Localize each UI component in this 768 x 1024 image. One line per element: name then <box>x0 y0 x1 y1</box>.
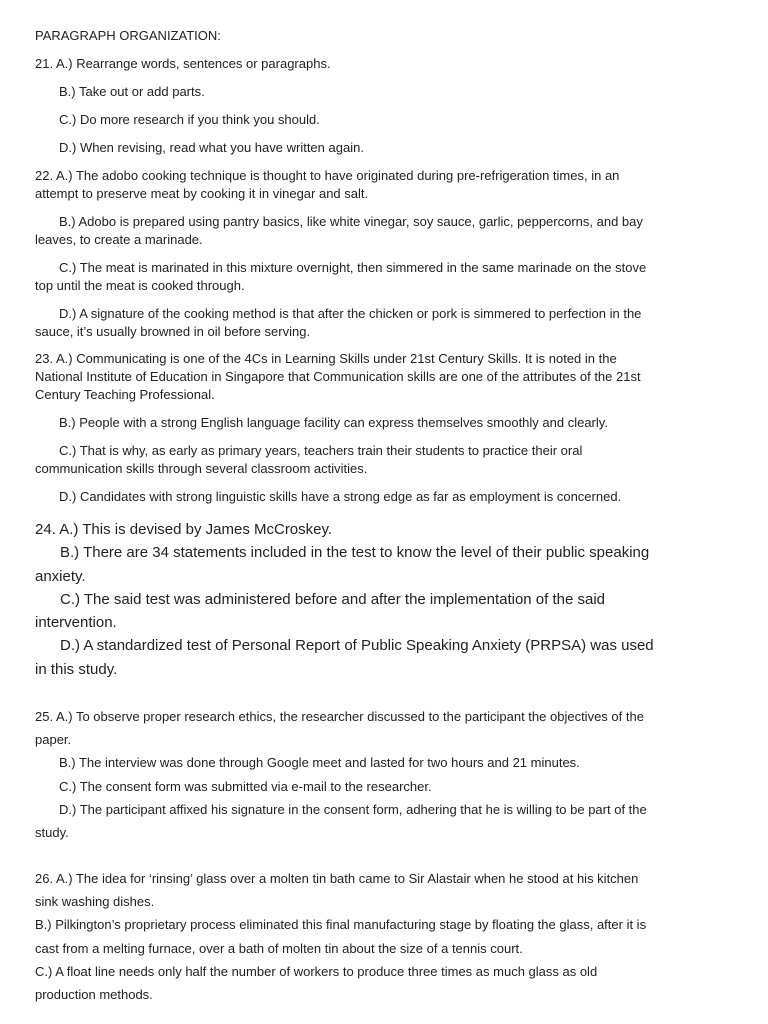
question-25 <box>35 705 660 844</box>
q25-option-b: B.) The interview was done through Google meet and lasted for two hours and 21 minutes. <box>59 755 580 771</box>
q23-option-a: 23. A.) Communicating is one of the 4Cs in Learning Skills under 21st Century Skills. It is noted in the National Institute of Education in Singapore that Communication skills are one of the attributes of the 21st Century Teaching Professional. <box>35 351 641 402</box>
question-26 <box>35 867 660 1006</box>
q23-option-b: B.) People with a strong English language facility can express themselves smoothly and clearly. <box>59 415 608 430</box>
q22-option-b: B.) Adobo is prepared using pantry basics, like white vinegar, soy sauce, garlic, peppercorns, and bay leaves, to create a marinade. <box>35 214 643 247</box>
q23-option-d: D.) Candidates with strong linguistic skills have a strong edge as far as employment is concerned. <box>59 489 622 504</box>
q21-option-a: 21. A.) Rearrange words, sentences or paragraphs. <box>35 56 331 71</box>
q24-option-a: 24. A.) This is devised by James McCroskey. <box>35 521 333 538</box>
question-24 <box>35 518 660 681</box>
q22-option-d: D.) A signature of the cooking method is that after the chicken or pork is simmered to perfection in the sauce, it’s usually browned in oil before serving. <box>35 306 642 339</box>
q24-option-b: B.) There are 34 statements included in the test to know the level of their public speaking anxiety. <box>35 544 650 585</box>
q21-option-d: D.) When revising, read what you have written again. <box>59 140 364 155</box>
q26-option-a: 26. A.) The idea for ‘rinsing’ glass over a molten tin bath came to Sir Alastair when he stood at his kitchen sink washing dishes. <box>35 871 639 910</box>
page-heading: PARAGRAPH ORGANIZATION: <box>35 28 221 43</box>
q26-option-c: C.) A float line needs only half the number of workers to produce three times as much glass as old production methods. <box>35 963 598 1003</box>
question-22 <box>35 167 660 341</box>
q24-option-d: D.) A standardized test of Personal Report of Public Speaking Anxiety (PRPSA) was used in this study. <box>35 637 654 678</box>
q23-option-c: C.) That is why, as early as primary years, teachers train their students to practice their oral communication skills through several classroom activities. <box>35 443 583 476</box>
question-23 <box>35 350 660 506</box>
q25-option-c: C.) The consent form was submitted via e-mail to the researcher. <box>59 778 432 794</box>
q21-option-b: B.) Take out or add parts. <box>59 84 205 99</box>
q25-option-a: 25. A.) To observe proper research ethics, the researcher discussed to the participant the objectives of the paper. <box>35 709 644 748</box>
q24-option-c: C.) The said test was administered before and after the implementation of the said intervention. <box>35 590 606 632</box>
question-21 <box>35 55 660 157</box>
q22-option-c: C.) The meat is marinated in this mixture overnight, then simmered in the same marinade on the stove top until the meat is cooked through. <box>35 260 647 293</box>
q21-option-c: C.) Do more research if you think you should. <box>59 112 320 127</box>
q25-option-d: D.) The participant affixed his signature in the consent form, adhering that he is willing to be part of the study. <box>35 801 647 841</box>
q26-option-b: B.) Pilkington’s proprietary process eliminated this final manufacturing stage by floating the glass, after it is cast from a melting furnace, over a bath of molten tin about the size of a tennis court. <box>35 917 647 956</box>
q22-option-a: 22. A.) The adobo cooking technique is thought to have originated during pre-refrigeration times, in an attempt to preserve meat by cooking it in vinegar and salt. <box>35 168 620 201</box>
